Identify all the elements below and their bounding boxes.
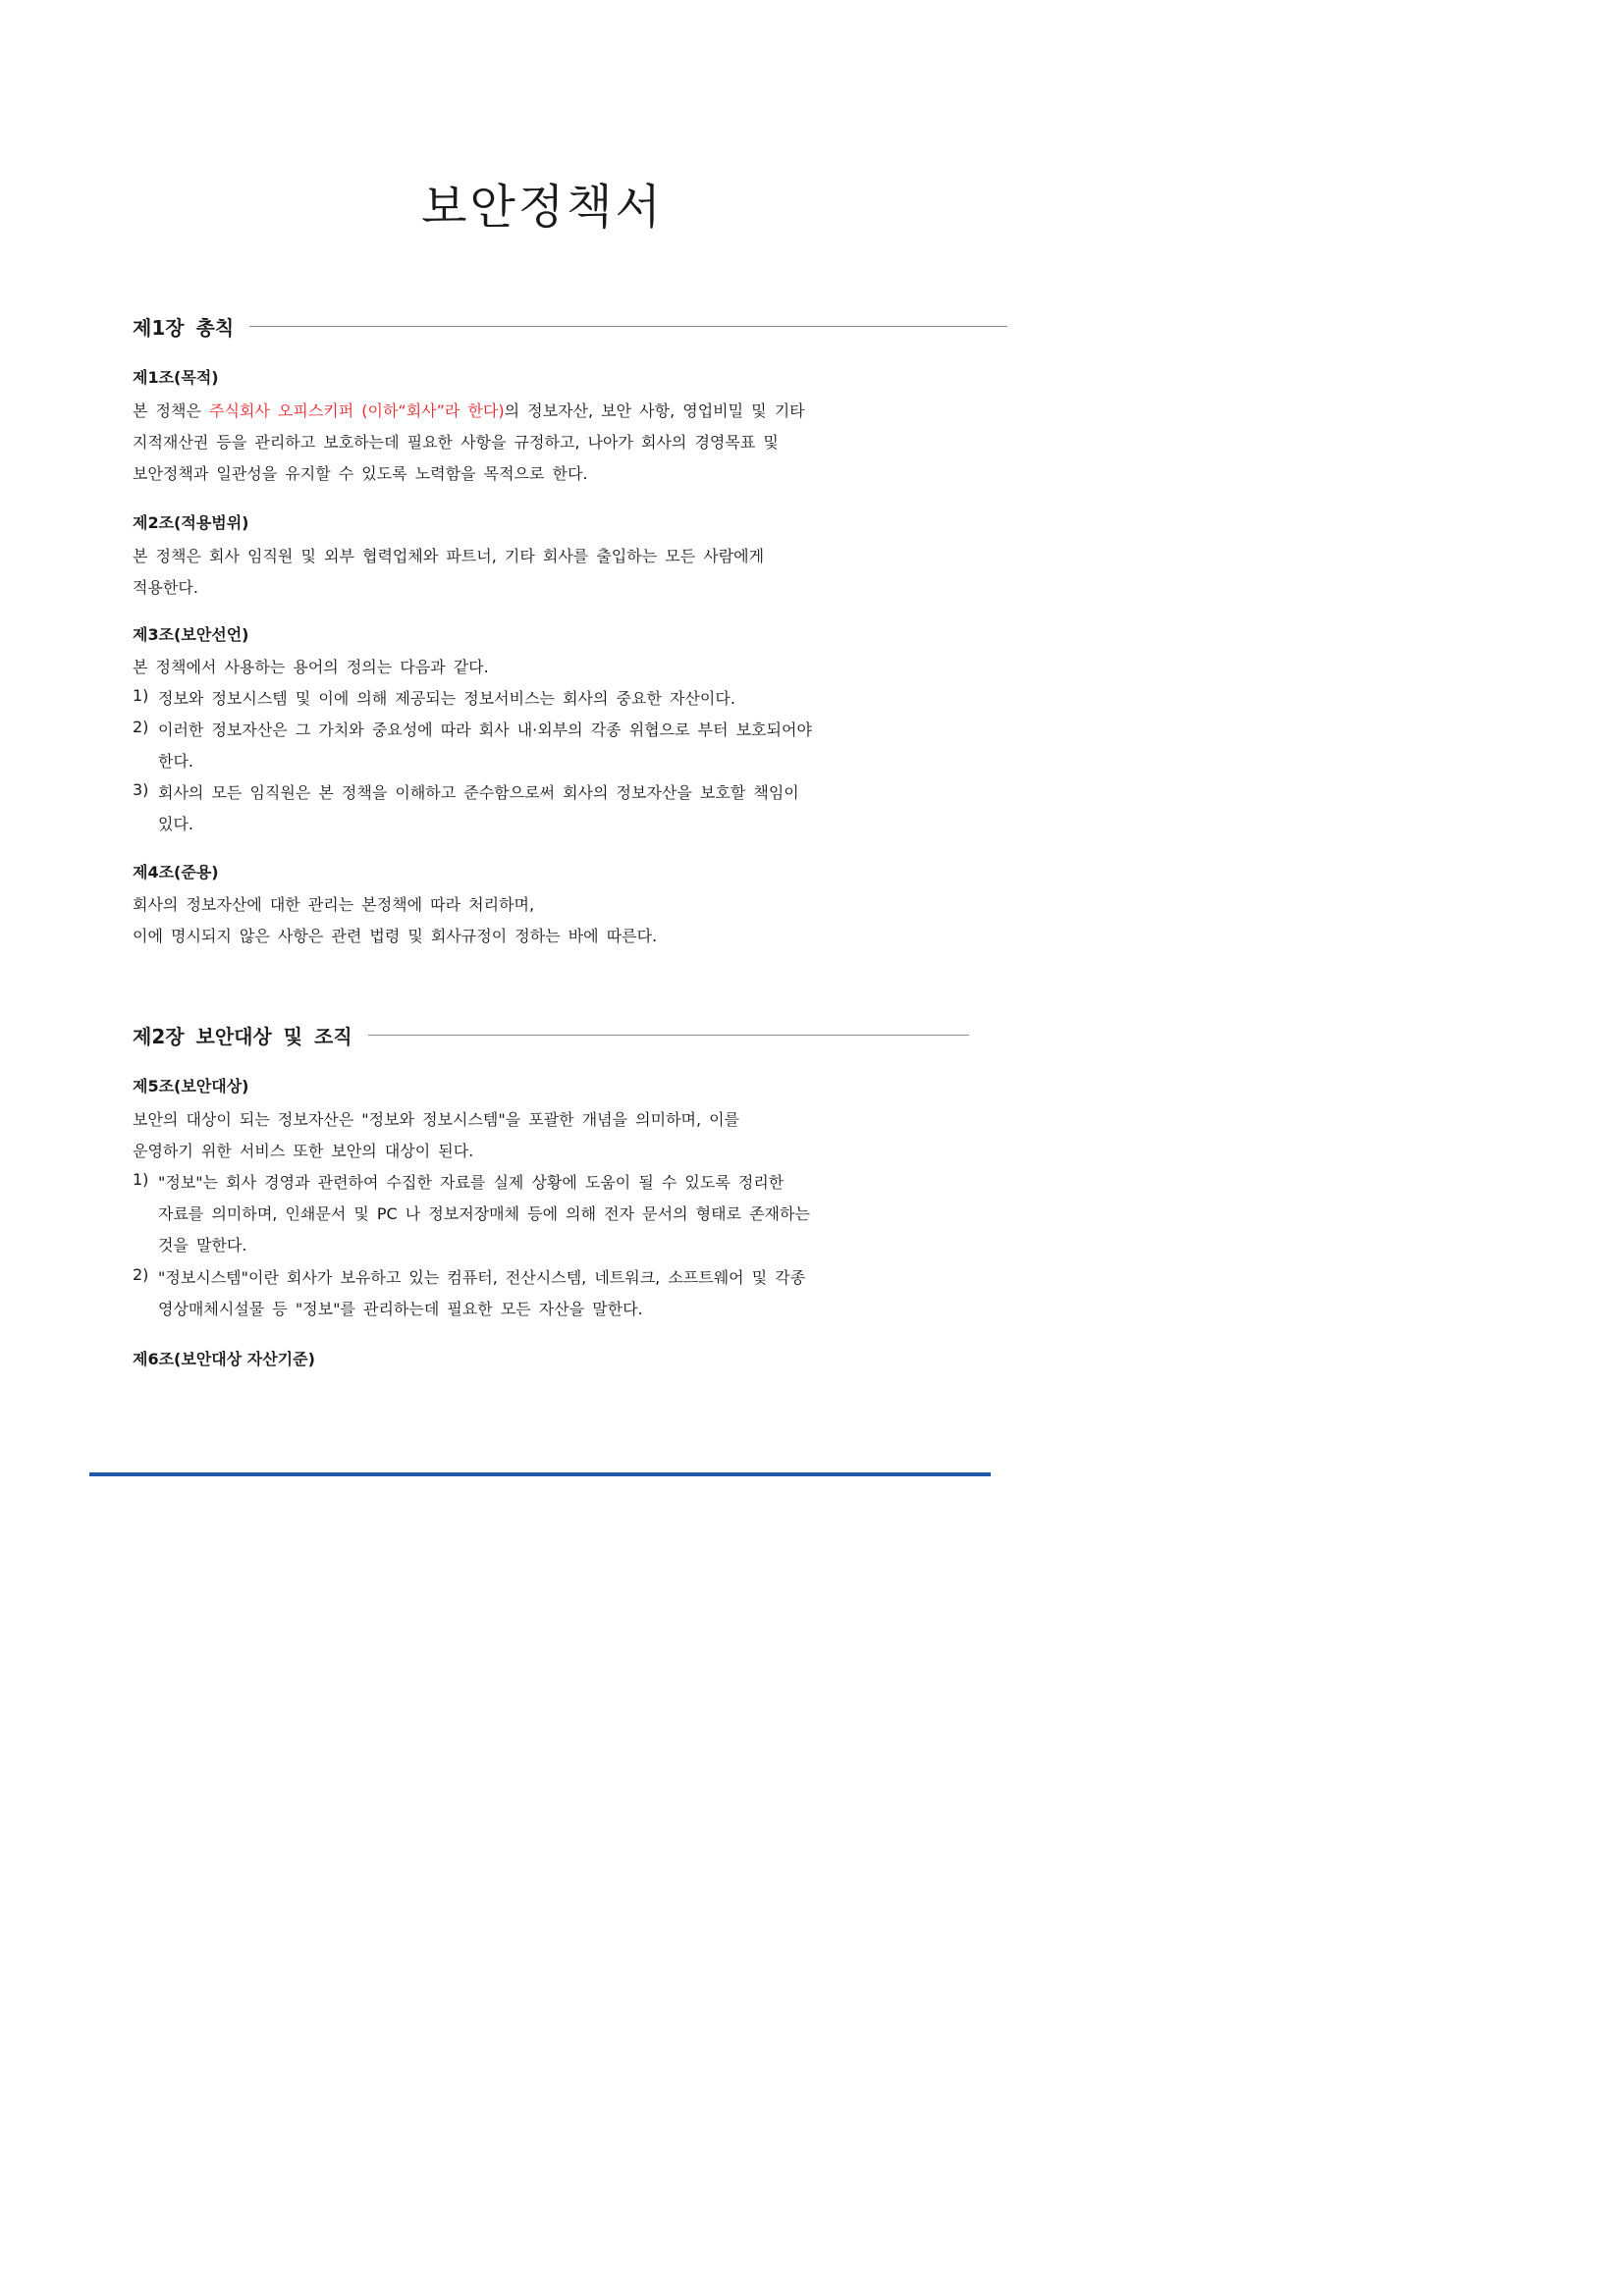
article-2-line-1: 본 정책은 회사 임직원 및 외부 협력업체와 파트너, 기타 회사를 출입하는 모든 사람에게 xyxy=(133,547,765,565)
chapter-2-heading xyxy=(133,1021,969,1049)
article-5-item-2-line-1: "정보시스템"이란 회사가 보유하고 있는 컴퓨터, 전산시스템, 네트워크, 소프트웨어 및 각종 xyxy=(158,1268,806,1287)
article-1-line-3: 보안정책과 일관성을 유지할 수 있도록 노력함을 목적으로 한다. xyxy=(133,464,588,483)
article-5-line-1: 보안의 대상이 되는 정보자산은 "정보와 정보시스템"을 포괄한 개념을 의미하며, 이를 xyxy=(133,1110,740,1129)
article-3-item-3-line-2: 있다. xyxy=(158,815,193,833)
article-5-item-1-line-2: 자료를 의미하며, 인쇄문서 및 PC 나 정보저장매체 등에 의해 전자 문서의 형태로 존재하는 xyxy=(158,1204,810,1223)
article-5-item-1-line-1: "정보"는 회사 경영과 관련하여 수집한 자료를 실제 상황에 도움이 될 수 있도록 정리한 xyxy=(158,1173,785,1192)
footer-rule xyxy=(89,1472,991,1476)
article-1-heading: 제1조(목적) xyxy=(133,368,219,387)
article-3-item-1-line-1: 정보와 정보시스템 및 이에 의해 제공되는 정보서비스는 회사의 중요한 자산이다. xyxy=(158,689,735,708)
article-3-heading: 제3조(보안선언) xyxy=(133,625,249,644)
article-2-line-2: 적용한다. xyxy=(133,578,198,597)
chapter-1-heading xyxy=(133,312,1007,341)
article-5-item-2-line-2: 영상매체시설물 등 "정보"를 관리하는데 필요한 모든 자산을 말한다. xyxy=(158,1300,643,1318)
article-5-heading: 제5조(보안대상) xyxy=(133,1077,249,1095)
chapter-1-title: 제1장 총칙 xyxy=(133,316,235,340)
article-5-line-2: 운영하기 위한 서비스 또한 보안의 대상이 된다. xyxy=(133,1142,474,1160)
article-4-line-1: 회사의 정보자산에 대한 관리는 본정책에 따라 처리하며, xyxy=(133,895,535,914)
article-3-item-1-number: 1) xyxy=(133,686,149,705)
article-3-item-2-line-1: 이러한 정보자산은 그 가치와 중요성에 따라 회사 내·외부의 각종 위협으로 부터 보호되어야 xyxy=(158,721,812,739)
chapter-2-title: 제2장 보안대상 및 조직 xyxy=(133,1025,352,1048)
article-2-heading: 제2조(적용범위) xyxy=(133,513,249,532)
document-title: 보안정책서 xyxy=(421,180,664,235)
article-4-line-2: 이에 명시되지 않은 사항은 관련 법령 및 회사규정이 정하는 바에 따른다. xyxy=(133,927,658,945)
article-5-item-2-number: 2) xyxy=(133,1265,149,1284)
article-3-item-3-number: 3) xyxy=(133,780,149,799)
article-1-line-2: 지적재산권 등을 관리하고 보호하는데 필요한 사항을 규정하고, 나아가 회사의 경영목표 및 xyxy=(133,433,779,452)
article-3-item-3-line-1: 회사의 모든 임직원은 본 정책을 이해하고 준수함으로써 회사의 정보자산을 보호할 책임이 xyxy=(158,783,799,802)
article-1-line-1-end: 의 정보자산, 보안 사항, 영업비밀 및 기타 xyxy=(504,401,805,420)
article-5-item-1-line-3: 것을 말한다. xyxy=(158,1236,247,1255)
article-3-item-2-number: 2) xyxy=(133,718,149,736)
article-3-item-2-line-2: 한다. xyxy=(158,752,193,771)
article-1-line-1 xyxy=(133,399,805,421)
article-6-heading: 제6조(보안대상 자산기준) xyxy=(133,1350,315,1368)
company-name-highlight: 주식회사 오피스키퍼 (이하“회사”라 한다) xyxy=(209,401,505,420)
article-1-line-1-start: 본 정책은 xyxy=(133,401,209,420)
article-4-heading: 제4조(준용) xyxy=(133,863,219,881)
chapter-2-rule xyxy=(368,1035,969,1036)
article-5-item-1-number: 1) xyxy=(133,1170,149,1189)
article-3-intro: 본 정책에서 사용하는 용어의 정의는 다음과 같다. xyxy=(133,658,489,676)
chapter-1-rule xyxy=(249,326,1007,327)
